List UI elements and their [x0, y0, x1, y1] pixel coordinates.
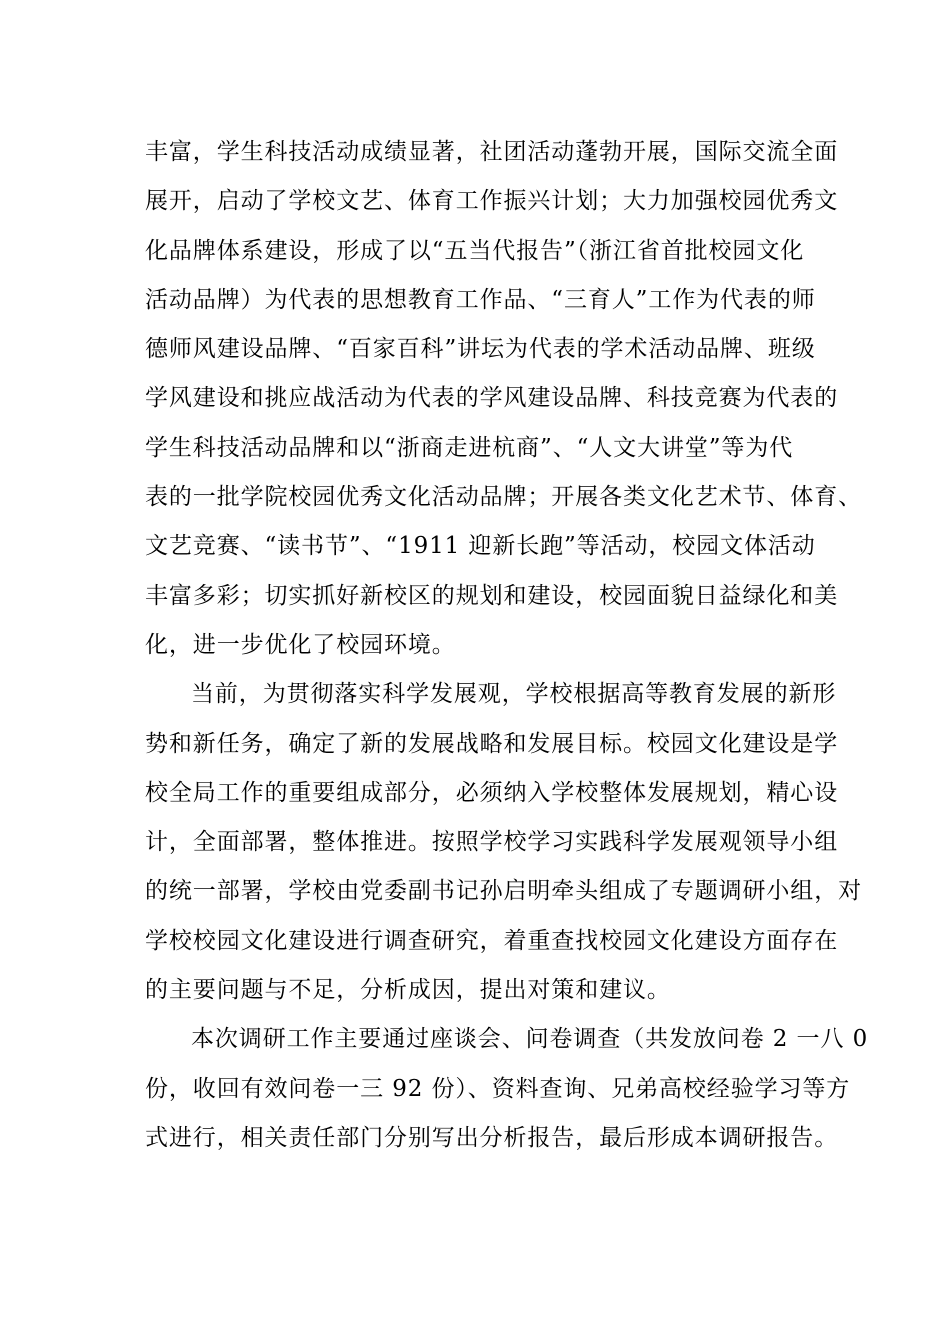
text-line: 展开，启动了学校文艺、体育工作振兴计划；大力加强校园优秀文 [145, 188, 839, 215]
text-line: 学风建设和挑应战活动为代表的学风建设品牌、科技竞赛为代表的 [145, 385, 839, 412]
text-line: 学校校园文化建设进行调查研究，着重查找校园文化建设方面存在 [145, 927, 839, 954]
text-line: 学生科技活动品牌和以“浙商走进杭商”、“人文大讲堂”等为代 [145, 434, 794, 461]
text-line: 文艺竞赛、“读书节”、“1911 迎新长跑”等活动，校园文体活动 [145, 533, 816, 560]
text-line: 丰富，学生科技活动成绩显著，社团活动蓬勃开展，国际交流全面 [145, 139, 839, 165]
text-line: 表的一批学院校园优秀文化活动品牌；开展各类文化艺术节、体育、 [145, 484, 862, 511]
text-line: 校全局工作的重要组成部分，必须纳入学校整体发展规划，精心设 [145, 779, 839, 806]
text-line: 丰富多彩；切实抓好新校区的规划和建设，校园面貌日益绿化和美 [145, 582, 839, 609]
text-line: 势和新任务，确定了新的发展战略和发展目标。校园文化建设是学 [145, 730, 839, 757]
text-line: 本次调研工作主要通过座谈会、问卷调查（共发放问卷 2 一八 0 [191, 1026, 869, 1053]
text-line: 当前，为贯彻落实科学发展观，学校根据高等教育发展的新形 [191, 681, 837, 708]
text-line: 化品牌体系建设，形成了以“五当代报告”（浙江省首批校园文化 [145, 237, 805, 264]
text-line: 德师风建设品牌、“百家百科”讲坛为代表的学术活动品牌、班级 [145, 336, 816, 363]
text-line: 活动品牌）为代表的思想教育工作品、“三育人”工作为代表的师 [145, 286, 816, 313]
text-line: 的主要问题与不足，分析成因，提出对策和建议。 [145, 977, 671, 1004]
document-body [145, 128, 869, 1163]
text-line: 的统一部署，学校由党委副书记孙启明牵头组成了专题调研小组，对 [145, 878, 862, 905]
text-line: 化，进一步优化了校园环境。 [145, 631, 456, 658]
text-line: 计，全面部署，整体推进。按照学校学习实践科学发展观领导小组 [145, 829, 839, 856]
text-line: 式进行，相关责任部门分别写出分析报告，最后形成本调研报告。 [145, 1124, 839, 1151]
text-line: 份，收回有效问卷一三 92 份）、资料查询、兄弟高校经验学习等方 [145, 1075, 851, 1102]
